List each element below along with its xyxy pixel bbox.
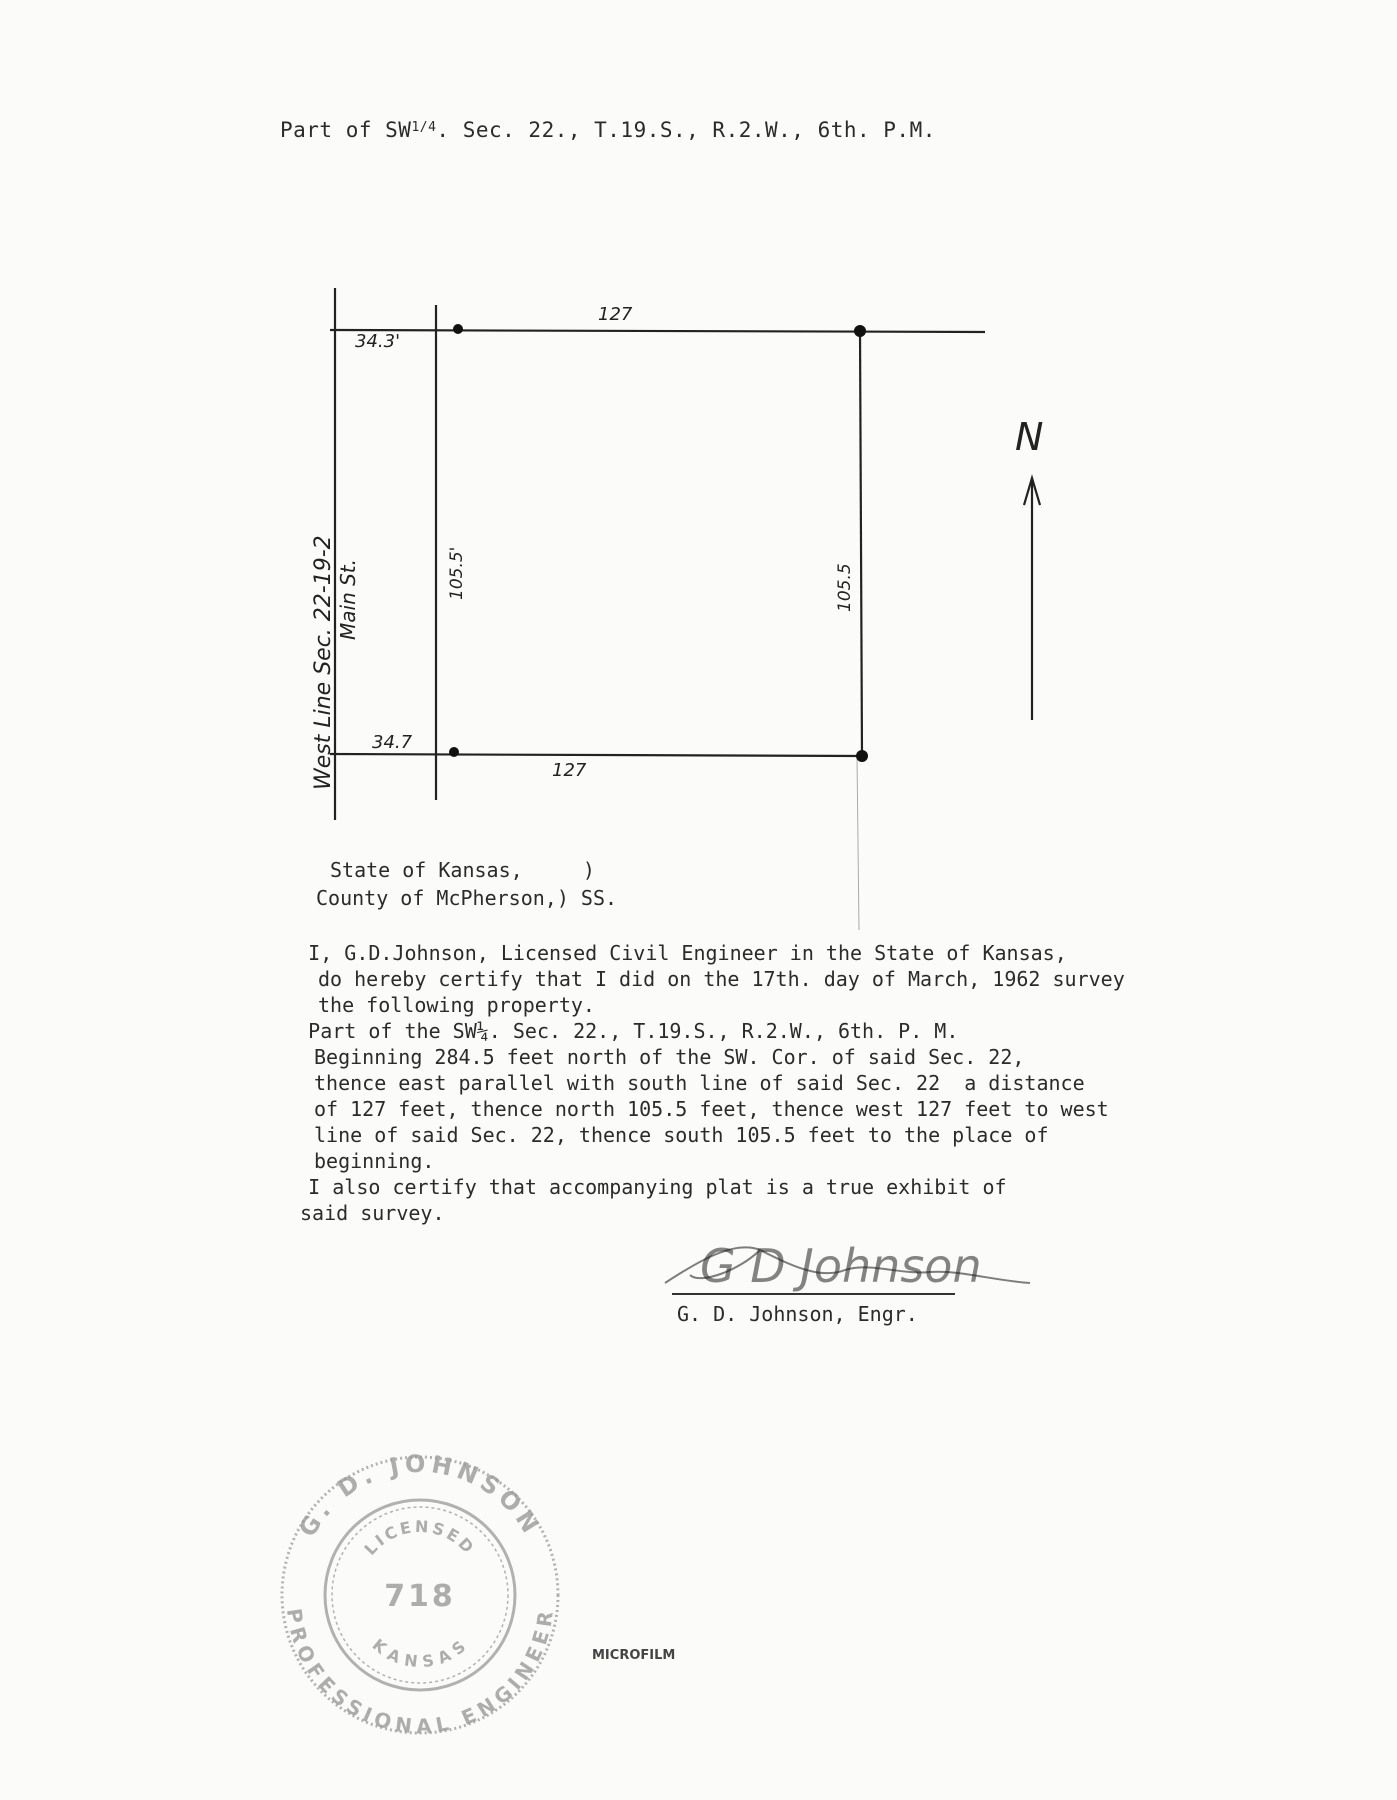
seal-outer-top-text: G. D. JOHNSON bbox=[293, 1449, 547, 1542]
signature-script: G D Johnson bbox=[700, 1239, 982, 1293]
heading-suffix: . Sec. 22., T.19.S., R.2.W., 6th. P.M. bbox=[436, 118, 936, 142]
cert-line: Beginning 284.5 feet north of the SW. Cor. of said Sec. 22, bbox=[314, 1045, 1025, 1069]
cert-line: I also certify that accompanying plat is a true exhibit of bbox=[260, 1175, 1007, 1199]
cert-line: of 127 feet, thence north 105.5 feet, thence west 127 feet to west bbox=[314, 1097, 1109, 1121]
east-boundary-line bbox=[860, 330, 862, 756]
top-length-dimension: 127 bbox=[598, 304, 633, 325]
west-line-label: West Line Sec. 22-19-2 bbox=[311, 535, 336, 790]
venue-county: County of McPherson,) SS. bbox=[316, 886, 618, 910]
faint-guide-line bbox=[857, 756, 859, 930]
seal-license-number: 718 bbox=[384, 1579, 456, 1614]
north-label: N bbox=[1015, 415, 1044, 459]
seal-inner-bottom-text: KANSAS bbox=[368, 1634, 472, 1672]
main-street-label: Main St. bbox=[336, 559, 360, 640]
corner-marker-sw bbox=[449, 747, 459, 757]
cert-line: line of said Sec. 22, thence south 105.5 feet to the place of bbox=[314, 1123, 1049, 1147]
venue-state: State of Kansas, ) bbox=[330, 858, 595, 882]
bottom-length-dimension: 127 bbox=[552, 760, 587, 781]
cert-line: said survey. bbox=[300, 1201, 445, 1225]
left-side-dimension: 105.5' bbox=[447, 546, 467, 600]
signer-name: G. D. Johnson, Engr. bbox=[677, 1302, 918, 1326]
cert-line: the following property. bbox=[318, 993, 595, 1017]
corner-marker-nw bbox=[453, 324, 463, 334]
cert-line: do hereby certify that I did on the 17th. day of March, 1962 survey bbox=[318, 967, 1125, 991]
top-offset-dimension: 34.3' bbox=[355, 331, 401, 352]
seal-outer-bottom-text: PROFESSIONAL ENGINEER bbox=[281, 1606, 559, 1739]
heading-prefix: Part of SW bbox=[280, 118, 412, 142]
right-side-dimension: 105.5 bbox=[835, 563, 855, 612]
bottom-offset-dimension: 34.7 bbox=[372, 732, 413, 753]
cert-line: thence east parallel with south line of said Sec. 22 a distance bbox=[314, 1071, 1085, 1095]
north-boundary-line bbox=[330, 330, 985, 332]
corner-marker-se bbox=[856, 750, 868, 762]
cert-line: Part of the SW¼. Sec. 22., T.19.S., R.2.W., 6th. P. M. bbox=[260, 1019, 959, 1043]
certificate-text bbox=[260, 940, 1125, 1226]
seal-inner-top-text: LICENSED bbox=[360, 1516, 480, 1559]
heading-fraction: 1/4 bbox=[411, 120, 437, 135]
corner-marker-ne bbox=[854, 325, 866, 337]
cert-line: beginning. bbox=[314, 1149, 435, 1173]
south-boundary-line bbox=[330, 754, 862, 756]
microfilm-stamp: MICROFILM bbox=[592, 1648, 676, 1663]
signature-line bbox=[672, 1293, 955, 1295]
cert-line: I, G.D.Johnson, Licensed Civil Engineer in the State of Kansas, bbox=[260, 941, 1067, 965]
